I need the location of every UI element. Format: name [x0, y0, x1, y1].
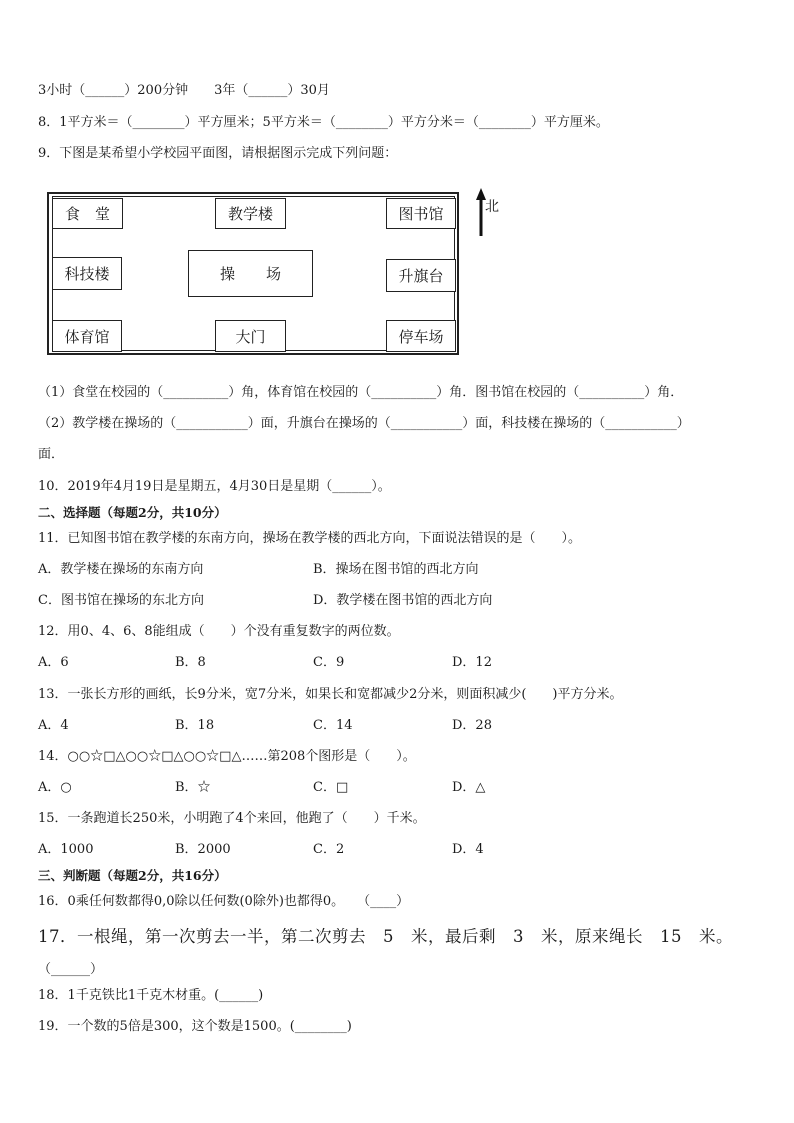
question-14: 14．○○☆□△○○☆□△○○☆□△……第208个图形是（ ）。: [38, 749, 416, 764]
q12-option-d: D．12: [452, 655, 492, 670]
q12-option-b: B．8: [175, 655, 206, 670]
section-choice-heading: 二、选择题（每题2分，共10分）: [38, 505, 227, 520]
building-teaching: 教学楼: [215, 198, 286, 229]
building-gym: 体育馆: [52, 320, 122, 352]
question-19: 19．一个数的5倍是300，这个数是1500。(________): [38, 1019, 352, 1034]
q11-option-c: C．图书馆在操场的东北方向: [38, 593, 204, 608]
question-18: 18．1千克铁比1千克木材重。(______): [38, 988, 264, 1003]
q11-option-b: B．操场在图书馆的西北方向: [313, 562, 479, 577]
q11-option-a: A．教学楼在操场的东南方向: [38, 562, 204, 577]
q14-option-c: C．□: [313, 780, 349, 795]
question-10: 10．2019年4月19日是星期五，4月30日是星期（______）。: [38, 479, 391, 494]
question-9-1: （1）食堂在校园的（__________）角，体育馆在校园的（__________）角．图书馆在校园的（__________）角．: [38, 385, 684, 400]
q14-option-b: B．☆: [175, 780, 211, 795]
question-13: 13．一张长方形的画纸，长9分米，宽7分米，如果长和宽都减少2分米，则面积减少( )平方分米。: [38, 687, 623, 702]
building-playground: 操 场: [188, 250, 313, 297]
q11-option-d: D．教学楼在图书馆的西北方向: [313, 593, 493, 608]
q13-option-a: A．4: [38, 718, 69, 733]
q12-option-c: C．9: [313, 655, 345, 670]
building-parking: 停车场: [386, 320, 456, 352]
q13-option-d: D．28: [452, 718, 492, 733]
question-8: 8．1平方米＝（________）平方厘米；5平方米＝（________）平方分米＝（________）平方厘米。: [38, 115, 609, 130]
question-11: 11．已知图书馆在教学楼的东南方向，操场在教学楼的西北方向，下面说法错误的是（ ）。: [38, 531, 582, 546]
building-library: 图书馆: [386, 198, 456, 229]
q14-option-a: A．○: [38, 780, 72, 795]
q13-option-c: C．14: [313, 718, 353, 733]
section-judge-heading: 三、判断题（每题2分，共16分）: [38, 868, 227, 883]
question-16: 16．0乘任何数都得0,0除以任何数(0除外)也都得0。 （____）: [38, 894, 410, 909]
q14-option-d: D．△: [452, 780, 486, 795]
q13-option-b: B．18: [175, 718, 215, 733]
q15-option-d: D．4: [452, 842, 484, 857]
question-9: 9．下图是某希望小学校园平面图，请根据图示完成下列问题：: [38, 146, 398, 161]
building-science: 科技楼: [52, 257, 122, 290]
q15-option-a: A．1000: [38, 842, 94, 857]
line-units: 3小时（______）200分钟 3年（______）30月: [38, 83, 330, 98]
question-15: 15．一条跑道长250米，小明跑了4个来回，他跑了（ ）千米。: [38, 811, 426, 826]
q15-option-c: C．2: [313, 842, 345, 857]
question-17-answer: （______）: [38, 962, 104, 977]
question-17: 17．一根绳，第一次剪去一半，第二次剪去 5 米，最后剩 3 米，原来绳长 15 米。: [38, 927, 733, 946]
building-flag: 升旗台: [386, 259, 456, 292]
question-9-2-cont: 面．: [38, 447, 65, 462]
question-12: 12．用0、4、6、8能组成（ ）个没有重复数字的两位数。: [38, 624, 400, 639]
building-canteen: 食 堂: [52, 198, 123, 229]
north-label: 北: [485, 199, 499, 215]
q12-option-a: A．6: [38, 655, 69, 670]
q15-option-b: B．2000: [175, 842, 231, 857]
question-9-2: （2）教学楼在操场的（___________）面，升旗台在操场的（___________）面，科技楼在操场的（___________）: [38, 416, 690, 431]
building-gate: 大门: [215, 320, 286, 352]
